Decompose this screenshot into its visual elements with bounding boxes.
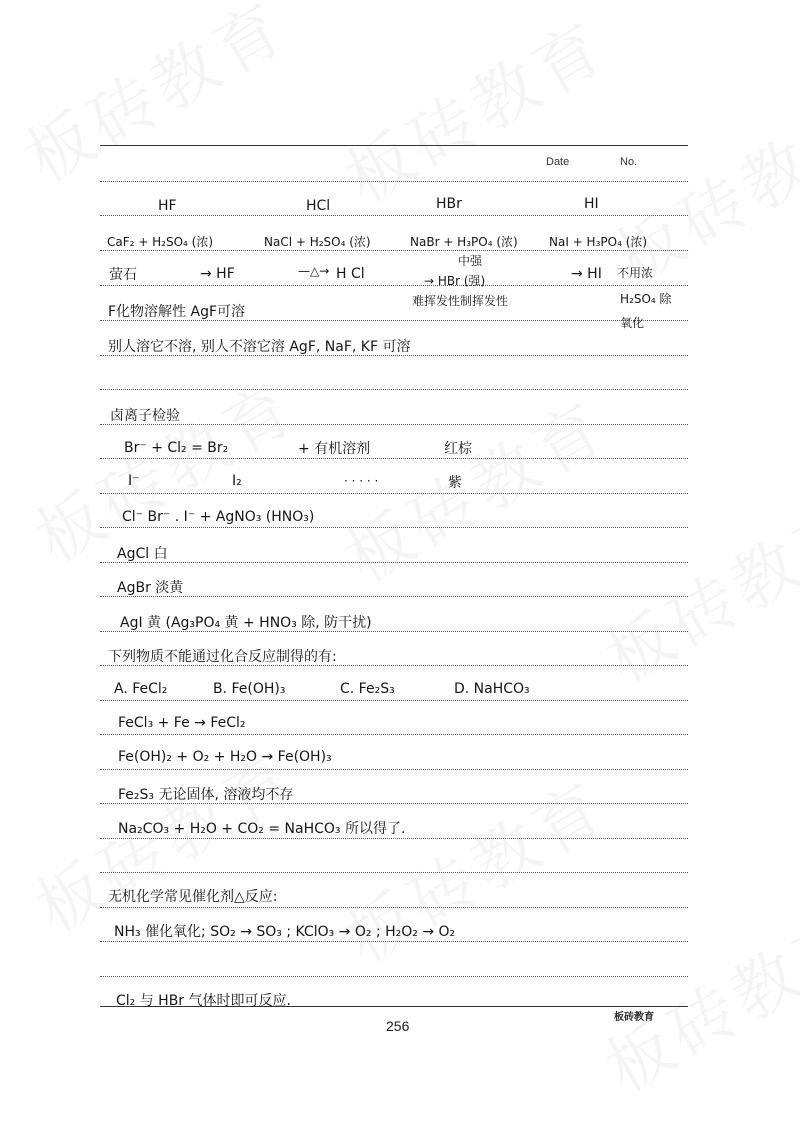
catalyst-equations: NH₃ 催化氧化; SO₂ → SO₃ ; KClO₃ → O₂ ; H₂O₂ → O₂ (114, 924, 456, 940)
volatility-note: 难挥发性制挥发性 (412, 294, 509, 308)
color-purple: 紫 (448, 475, 462, 491)
option-a: A. FeCl₂ (114, 681, 168, 697)
equation-fecl: FeCl₃ + Fe → FeCl₂ (118, 715, 246, 731)
section-title-halide: 卤离子检验 (110, 408, 180, 424)
h2so4-remove-note: H₂SO₄ 除 (620, 292, 672, 306)
heat-arrow: —△→ (298, 264, 330, 278)
watermark (326, 0, 623, 221)
page-number: 256 (386, 1018, 410, 1034)
ruled-line (100, 562, 688, 563)
ruled-line (100, 700, 688, 701)
ruled-line (100, 838, 688, 839)
acid-hf: HF (158, 198, 177, 214)
equation-br: Br⁻ + Cl₂ = Br₂ (124, 440, 229, 456)
color-red-brown: 红棕 (444, 441, 472, 457)
fluorite-label: 萤石 (109, 267, 137, 283)
ruled-line (100, 941, 688, 942)
brand-label: 板砖教育 (614, 1012, 654, 1023)
reagent-nabr: NaBr + H₃PO₄ (浓) (410, 235, 518, 249)
ruled-line (100, 215, 688, 216)
ruled-line (100, 734, 688, 735)
iodide-ion: I⁻ (128, 473, 140, 489)
ruled-line (100, 250, 688, 251)
product-hbr: → HBr (强) (424, 274, 486, 288)
ruled-line (100, 181, 688, 182)
ruled-line (100, 872, 688, 873)
oxidize-note: 氧化 (620, 316, 645, 330)
reagent-nai: NaI + H₃PO₄ (浓) (549, 235, 648, 249)
reagent-caf2: CaF₂ + H₂SO₄ (浓) (107, 235, 214, 249)
watermark (6, 0, 303, 201)
cl2-hbr-note: Cl₂ 与 HBr 气体时即可反应. (116, 993, 291, 1009)
top-rule (100, 145, 688, 146)
watermark (586, 474, 800, 700)
acid-hcl: HCl (306, 198, 331, 214)
option-b: B. Fe(OH)₃ (213, 681, 286, 697)
date-label: Date (546, 156, 570, 168)
agcl-white: AgCl 白 (117, 546, 168, 562)
ruled-line (100, 907, 688, 908)
ruled-line (100, 493, 688, 494)
agbr-pale-yellow: AgBr 淡黄 (117, 580, 184, 596)
ruled-line (100, 769, 688, 770)
watermark (586, 884, 800, 1110)
ruled-line (100, 424, 688, 425)
solubility-rule: 别人溶它不溶, 别人不溶它溶 AgF, NaF, KF 可溶 (108, 339, 411, 355)
option-c: C. Fe₂S₃ (340, 681, 395, 697)
iodine: I₂ (232, 473, 242, 489)
ruled-line (100, 285, 688, 286)
organic-solvent: + 有机溶剂 (298, 441, 371, 457)
ruled-line (100, 458, 688, 459)
ellipsis: · · · · · (344, 474, 379, 488)
option-d: D. NaHCO₃ (454, 681, 530, 697)
acid-hi: HI (584, 196, 599, 212)
no-label: No. (620, 156, 638, 168)
ruled-line (100, 389, 688, 390)
section-title-catalyst: 无机化学常见催化剂△反应: (108, 889, 278, 905)
silver-nitrate-test: Cl⁻ Br⁻ . I⁻ + AgNO₃ (HNO₃) (122, 509, 315, 525)
product-hf: → HF (200, 266, 235, 282)
ruled-line (100, 976, 688, 977)
product-hi: → HI (571, 266, 602, 282)
no-conc-label: 不用浓 (617, 266, 654, 280)
fe2s3-note: Fe₂S₃ 无论固体, 溶液均不存 (118, 787, 294, 803)
fluoride-solubility: F化物溶解性 AgF可溶 (108, 304, 246, 320)
ruled-line (100, 596, 688, 597)
product-hcl: H Cl (336, 266, 365, 282)
equation-feoh: Fe(OH)₂ + O₂ + H₂O → Fe(OH)₃ (118, 749, 332, 765)
ruled-line (100, 527, 688, 528)
agi-yellow: AgI 黄 (Ag₃PO₄ 黄 + HNO₃ 除, 防干扰) (120, 615, 372, 631)
mid-strong-label: 中强 (458, 254, 483, 268)
question-text: 下列物质不能通过化合反应制得的有: (108, 649, 337, 665)
acid-hbr: HBr (436, 196, 462, 212)
watermark (326, 754, 623, 980)
reagent-nacl: NaCl + H₂SO₄ (浓) (264, 235, 371, 249)
equation-na2co3: Na₂CO₃ + H₂O + CO₂ = NaHCO₃ 所以得了. (118, 821, 406, 837)
